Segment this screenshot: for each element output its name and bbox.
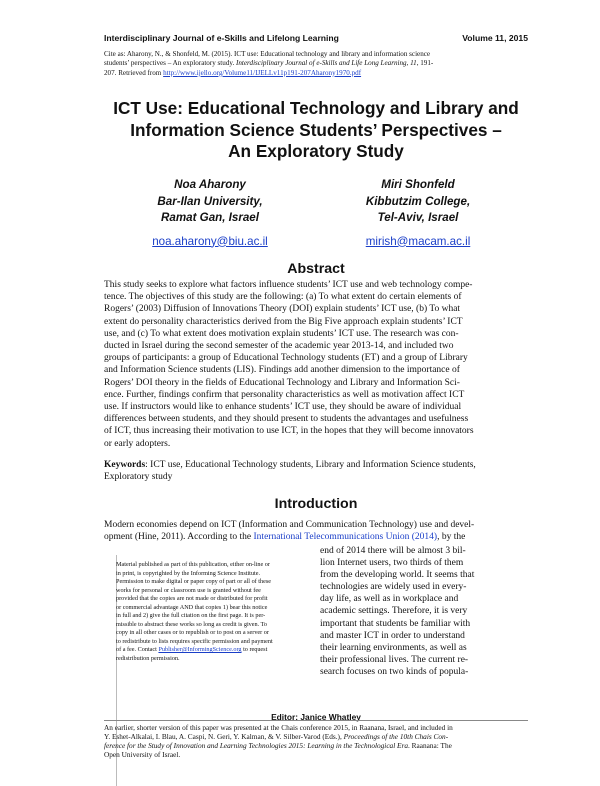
notice-line: in print, is copyrighted by the Informing Science Institute.	[116, 569, 261, 577]
title-line-3: An Exploratory Study	[228, 141, 404, 161]
abstract-line: Rogers’ DOI theory in the fields of Educational Technology and Library and Information Sci-	[104, 377, 460, 388]
notice-line: provided that the copies are not made or distributed for profit	[116, 595, 268, 602]
abstract-line: differences between students, and they should present to students the advantages and usefulness	[104, 414, 469, 425]
intro-col-line: their professional lives. The current re-	[320, 654, 469, 665]
intro-col-line: end of 2014 there will be almost 3 bil-	[320, 546, 466, 556]
abstract-line: of ICT, thus increasing their motivation to use ICT, in the hopes that they will become innovators	[104, 426, 474, 437]
citation-line-1: Cite as: Aharony, N., & Shonfeld, M. (2015). ICT use: Educational technology and library and information science	[104, 50, 431, 58]
abstract-heading: Abstract	[287, 261, 345, 277]
introduction-opening	[104, 519, 528, 543]
editor-credit: Editor: Janice Whatley	[271, 712, 361, 722]
author-location: Tel-Aviv, Israel	[377, 211, 459, 224]
notice-line: works for personal or classroom use is granted without fee	[116, 586, 261, 594]
footnote-text: Y. Eshet-Alkalai, I. Blau, A. Caspi, N. Geri, Y. Kalman, & V. Silber-Varod (Eds.),	[104, 732, 344, 742]
introduction-heading: Introduction	[274, 496, 358, 512]
footnote-line	[104, 732, 528, 741]
notice-text: to request	[241, 646, 268, 653]
abstract-line: or early adopters.	[104, 438, 171, 449]
notice-line: in full and 2) give the full citation on the first page. It is per-	[116, 612, 266, 619]
journal-name: Interdisciplinary Journal of e-Skills and Lifelong Learning	[104, 33, 339, 43]
author-location: Ramat Gan, Israel	[161, 211, 259, 224]
author-email-link[interactable]: mirish@macam.ac.il	[365, 234, 471, 248]
intro-line-1: Modern economies depend on ICT (Information and Communication Technology) use and devel-	[104, 520, 475, 530]
paper-title	[104, 98, 528, 163]
citation-text: students’ perspectives – An exploratory study.	[104, 59, 236, 68]
keywords-line-1	[104, 459, 528, 471]
author-name: Miri Shonfeld	[381, 178, 455, 191]
abstract-line: ence. Further, findings confirm that personality characteristics as well as motivation affect ICT	[104, 389, 465, 400]
abstract-line: use, and (c) To what extent does motivation explain students’ ICT use. The research was con-	[104, 328, 459, 339]
citation-line-2	[104, 59, 528, 68]
author-affiliation: Bar-Ilan University,	[157, 194, 263, 208]
author-affiliation: Kibbutzim College,	[365, 194, 471, 208]
footnote-text: . Raanana: The	[408, 741, 452, 751]
abstract-body	[104, 279, 528, 450]
notice-line: copy in all other cases or to republish or to post on a server or	[116, 629, 269, 636]
author-block-1	[110, 177, 310, 250]
intro-col-line: and master ICT in order to understand	[320, 630, 465, 641]
notice-line: missible to abstract these works so long as credit is given. To	[116, 620, 268, 628]
keywords-list: : ICT use, Educational Technology students, Library and Information Science students,	[145, 460, 476, 470]
abstract-line: and Information Science students (LIS). Findings add another dimension to the importance of	[104, 365, 460, 376]
notice-line: redistribution permission.	[116, 654, 180, 662]
footnote	[104, 723, 528, 759]
intro-col-line: important that students be familiar with	[320, 618, 471, 629]
footnote-divider	[104, 720, 528, 721]
intro-line-2	[104, 531, 528, 543]
footnote-line	[104, 741, 528, 750]
intro-text: , by the	[437, 532, 466, 543]
abstract-line: tence. The objectives of this study are the following: (a) To what extent do certain elements of	[104, 292, 462, 303]
keywords-block	[104, 459, 528, 483]
abstract-line: This study seeks to explore what factors influence students’ ICT use and web technology compe-	[104, 280, 473, 290]
footnote-proceedings: ference for the Study of Innovation and Learning Technologies 2015: Learning in the Technological Era	[104, 741, 409, 751]
keywords-label: Keywords	[104, 460, 146, 470]
author-email-link[interactable]: noa.aharony@biu.ac.il	[152, 234, 268, 248]
running-header	[104, 33, 528, 43]
intro-col-line: from the developing world. It seems that	[320, 570, 475, 581]
abstract-line: use. If instructors would like to enhance students’ ICT use, they should be aware of individual	[104, 402, 462, 413]
itu-reference-link[interactable]: International Telecommunications Union (2014)	[253, 532, 438, 543]
intro-col-line: day life, as well as in workplace and	[320, 594, 459, 605]
introduction-right-column	[320, 545, 528, 678]
footnote-line: An earlier, shorter version of this paper was presented at the Chais conference 2015, in Raanana, Israel, and included in	[104, 723, 453, 732]
citation-block	[104, 50, 528, 78]
intro-col-line: academic settings. Therefore, it is very	[320, 606, 468, 617]
abstract-line: ducted in Israel during the second semester of the academic year 2013-14, and included two	[104, 341, 454, 352]
intro-text: opment (Hine, 2011). According to the	[104, 532, 254, 543]
notice-line: or commercial advantage AND that copies 1) bear this notice	[116, 603, 268, 611]
intro-col-line: lion Internet users, two thirds of them	[320, 558, 464, 569]
notice-line: Material published as part of this publication, either on-line or	[116, 561, 270, 568]
citation-pages: , 191-	[416, 59, 434, 68]
intro-col-line: their learning environments, as well as	[320, 642, 467, 653]
abstract-line: groups of participants: a group of Educational Technology students (ET) and a group of Library	[104, 353, 468, 364]
abstract-line: Rogers’ (2003) Diffusion of Innovations Theory (DOI) explain students’ ICT use, (b) To what	[104, 304, 461, 315]
abstract-line: extent do personality characteristics derived from the Big Five approach explain students’ ICT	[104, 316, 463, 327]
keywords-line-2: Exploratory study	[104, 472, 173, 483]
citation-retrieved: 207. Retrieved from	[104, 68, 164, 77]
notice-line	[116, 646, 304, 655]
author-block-2	[318, 177, 518, 250]
notice-line: Permission to make digital or paper copy of part or all of these	[116, 578, 271, 585]
title-line-1: ICT Use: Educational Technology and Library and	[113, 98, 519, 118]
publisher-email-link[interactable]: Publisher@InformingScience.org	[158, 646, 242, 653]
notice-line: to redistribute to lists requires specific permission and payment	[116, 637, 273, 645]
copyright-notice	[116, 561, 304, 663]
notice-text: of a fee. Contact	[116, 646, 159, 653]
footnote-proceedings: Proceedings of the 10th Chais Con-	[343, 732, 449, 742]
citation-url-link[interactable]: http://www.ijello.org/Volume11/IJELLv11p191-207Aharony1970.pdf	[163, 68, 362, 77]
title-line-2: Information Science Students’ Perspectives –	[130, 119, 502, 140]
citation-journal: Interdisciplinary Journal of e-Skills and Life Long Learning, 11	[236, 59, 417, 68]
author-name: Noa Aharony	[174, 178, 246, 191]
intro-col-line: search focuses on two kinds of popula-	[320, 666, 469, 677]
volume-label: Volume 11, 2015	[462, 33, 528, 43]
footnote-line: Open University of Israel.	[104, 750, 181, 760]
citation-line-3	[104, 69, 528, 78]
intro-col-line: technologies are widely used in every-	[320, 582, 467, 593]
